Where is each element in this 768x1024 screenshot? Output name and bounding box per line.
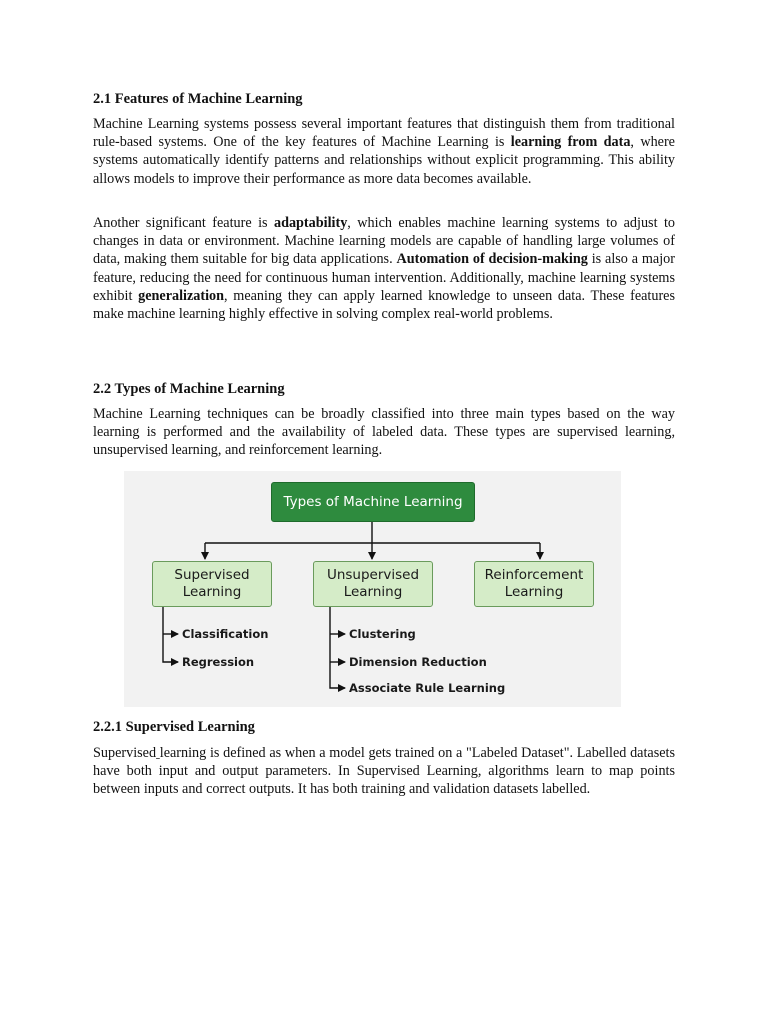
leaf-associate-rule-learning: Associate Rule Learning [349,681,506,695]
text-run: Supervised [93,745,157,761]
unsupervised-leaf-lines [330,607,345,688]
root-node: Types of Machine Learning [271,482,475,522]
leaf-clustering: Clustering [349,627,416,641]
paragraph-features-more [93,214,675,323]
text-run: learning [159,745,207,761]
leaf-dimension-reduction: Dimension Reduction [349,655,487,669]
node-label: Reinforcement [484,567,584,583]
bold-term-automation: Automation of decision-making [396,251,588,268]
node-label: Learning [182,584,242,600]
text-run: , which enables machine learning systems to adjust to changes in data or environment. Machine learning models are capable of handling large volumes of data, making them suitable for big data applications. [93,215,675,268]
section-heading-2-1: 2.1 Features of Machine Learning [93,91,303,107]
bold-term-learning-from-data: learning from data [510,134,631,151]
types-of-ml-diagram [124,471,621,707]
text-run: Another significant feature is [93,215,274,231]
text-run: Machine Learning systems possess several important features that distinguish them from traditional rule-based systems. One of the key features of Machine Learning is [93,116,675,151]
node-label: Unsupervised [326,567,420,583]
node-label: Learning [343,584,403,600]
text-run: is defined as when a model gets trained on a "Labeled Dataset". Labelled datasets have both input and output parameters. In Supervised Learning, algorithms learn to map points between inputs and correct outputs. It has both training and validation datasets labelled. [93,745,675,798]
leaf-regression: Regression [182,655,255,669]
paragraph-features-intro [93,115,675,188]
node-unsupervised-learning [313,561,433,607]
paragraph-supervised [93,744,675,799]
text-run: , meaning they can apply learned knowledge to unseen data. These features make machine learning highly effective in solving complex real-world problems. [93,287,676,323]
node-supervised-learning [152,561,272,607]
node-label: Supervised [174,567,250,583]
node-label: Learning [504,584,564,600]
leaf-classification: Classification [182,627,269,641]
bold-term-adaptability: adaptability [273,215,348,231]
text-run: , where systems automatically identify patterns and relationships without explicit programming. This ability allows models to improve their performance as more data becomes available. [93,134,675,187]
section-heading-2-2: 2.2 Types of Machine Learning [93,381,285,397]
section-heading-2-2-1: 2.2.1 Supervised Learning [93,719,255,735]
paragraph-types-intro: Machine Learning techniques can be broadly classified into three main types based on the way learning is performed and the availability of labeled data. These types are supervised learning, unsupervised learning, and reinforcement learning. [93,406,675,459]
node-reinforcement-learning [474,561,594,607]
bold-term-generalization: generalization [138,287,225,304]
text-run: is also a major feature, reducing the need for continuous human intervention. Additionally, machine learning systems exhibit [93,251,675,304]
